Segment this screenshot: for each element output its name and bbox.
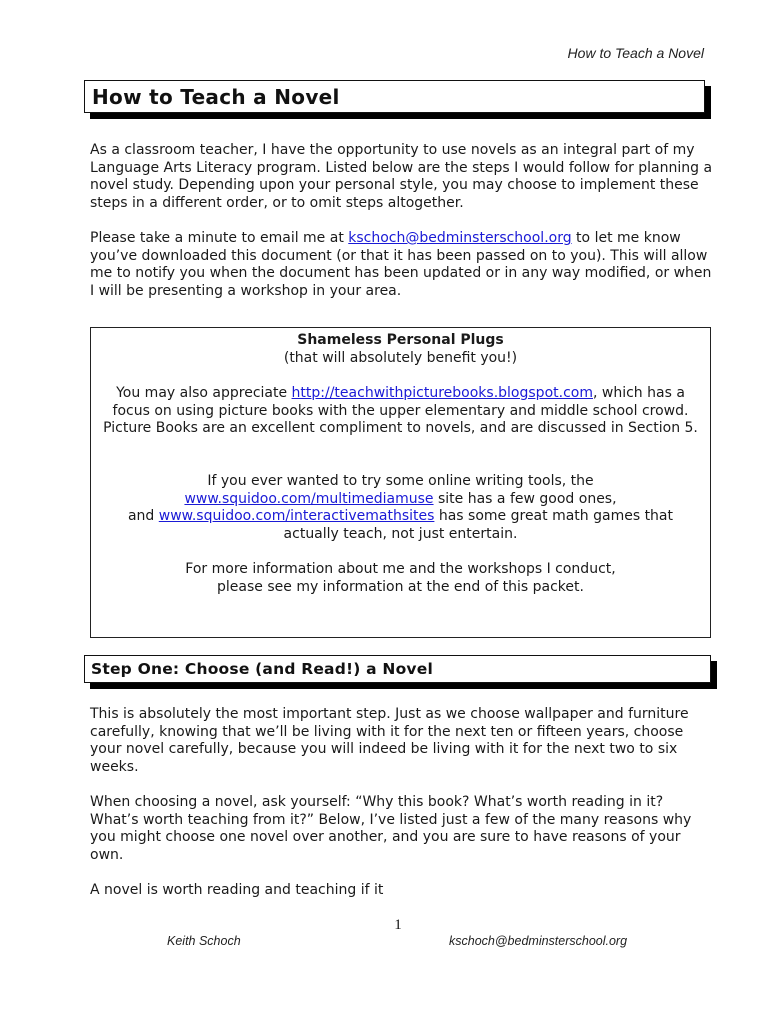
blog-link[interactable]: http://teachwithpicturebooks.blogspot.com (291, 385, 593, 401)
blog-plug-lead: You may also appreciate (116, 385, 292, 401)
plugs-heading-block (91, 332, 710, 367)
step-one-heading-box (84, 655, 711, 683)
footer-author: Keith Schoch (167, 934, 241, 948)
intro-paragraph: As a classroom teacher, I have the opportunity to use novels as an integral part of my Language Arts Literacy program. Listed below are the steps I would follow for planning a novel study. Depending upon your personal style, you may choose to implement these steps in a different order, or to omit steps altogether. (90, 142, 713, 211)
blog-plug-paragraph (91, 385, 710, 438)
document-title-box (84, 80, 705, 113)
tools-plug-mid: site has a few good ones, (433, 490, 617, 507)
running-header-title: How to Teach a Novel (567, 45, 704, 61)
step-one-paragraph-2: When choosing a novel, ask yourself: “Why this book? What’s worth reading in it? What’s worth teaching from it?” Below, I’ve listed just a few of the many reasons why you might choose one novel over another, and you are sure to have reasons of your own. (90, 794, 692, 863)
tools-plug-paragraph (91, 473, 710, 543)
plugs-subtitle: (that will absolutely benefit you!) (283, 349, 518, 366)
step-one-paragraph-1: This is absolutely the most important step. Just as we choose wallpaper and furniture carefully, knowing that we’ll be living with it for the next ten or fifteen years, choose your novel carefully, because you will indeed be living with it for the next two to six weeks. (90, 706, 689, 775)
multimediamuse-link[interactable]: www.squidoo.com/multimediamuse (184, 490, 434, 507)
document-title: How to Teach a Novel (92, 85, 340, 109)
footer-email: kschoch@bedminsterschool.org (449, 934, 628, 948)
plugs-title: Shameless Personal Plugs (297, 332, 504, 348)
blog-plug-rest: , which has a focus on using picture books with the upper elementary and middle school crowd. Picture Books are an excellent compliment to novels, and are discussed in Section 5. (103, 385, 698, 437)
tools-plug-rest: has some great math games that actually teach, not just entertain. (283, 508, 674, 542)
email-paragraph-lead: Please take a minute to email me at (90, 230, 349, 246)
more-info-paragraph (91, 561, 710, 596)
interactivemathsites-link[interactable]: www.squidoo.com/interactivemathsites (158, 508, 435, 525)
email-paragraph (90, 230, 714, 300)
email-link[interactable]: kschoch@bedminsterschool.org (348, 230, 572, 246)
step-one-paragraph-3: A novel is worth reading and teaching if it (90, 882, 384, 898)
tools-plug-and: and (127, 508, 159, 525)
tools-plug-line1: If you ever wanted to try some online writing tools, the (207, 473, 594, 489)
page-number: 1 (394, 917, 402, 933)
more-info-text: For more information about me and the workshops I conduct, please see my information at the end of this packet. (185, 561, 616, 595)
step-one-heading: Step One: Choose (and Read!) a Novel (91, 660, 433, 678)
email-paragraph-rest: to let me know you’ve downloaded this document (or that it has been passed on to you). This will allow me to notify you when the document has been updated or in any way modified, or when I will be presenting a workshop in your area. (90, 230, 712, 299)
personal-plugs-box (90, 327, 711, 638)
